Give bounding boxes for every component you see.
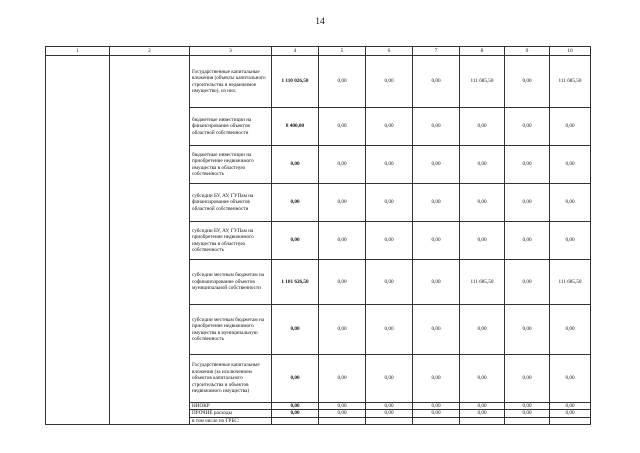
row-value <box>505 417 550 424</box>
row-value: 0,00 <box>505 260 550 305</box>
row-value <box>413 417 460 424</box>
row-value: 0,00 <box>505 56 550 108</box>
row-value: 0,00 <box>413 355 460 403</box>
row-value: 0,00 <box>319 355 366 403</box>
column-header: 10 <box>550 47 591 56</box>
row-total-value: 0,00 <box>272 305 319 355</box>
row-value <box>319 417 366 424</box>
row-value: 0,00 <box>319 260 366 305</box>
row-value: 0,00 <box>505 403 550 410</box>
row-value <box>460 417 505 424</box>
row-total-value: 0,00 <box>272 410 319 417</box>
column-header: 5 <box>319 47 366 56</box>
column-header: 9 <box>505 47 550 56</box>
row-value: 0,00 <box>319 222 366 260</box>
row-value: 0,00 <box>319 108 366 146</box>
row-value: 0,00 <box>413 146 460 184</box>
row-total-value: 8 400,00 <box>272 108 319 146</box>
page-number: 14 <box>315 17 325 27</box>
row-value: 0,00 <box>413 56 460 108</box>
row-value: 0,00 <box>366 146 413 184</box>
row-value: 0,00 <box>550 410 591 417</box>
row-value: 0,00 <box>413 305 460 355</box>
row-value: 111 685,50 <box>460 56 505 108</box>
row-value: 0,00 <box>366 410 413 417</box>
row-value <box>550 417 591 424</box>
row-value: 0,00 <box>505 184 550 222</box>
row-label: бюджетные инвестиции на финансирование объектов областной собственности <box>190 108 272 146</box>
row-value: 0,00 <box>460 184 505 222</box>
row-total-value: 1 110 026,50 <box>272 56 319 108</box>
column-header: 4 <box>272 47 319 56</box>
row-value: 0,00 <box>505 146 550 184</box>
column-1-cell <box>46 56 110 425</box>
row-value: 0,00 <box>413 222 460 260</box>
row-label: в том числе по ГРБС: <box>190 417 272 424</box>
column-number-row <box>46 47 591 56</box>
row-value: 0,00 <box>413 184 460 222</box>
row-value: 0,00 <box>319 305 366 355</box>
row-value: 0,00 <box>460 305 505 355</box>
row-label: ПРОЧИЕ расходы <box>190 410 272 417</box>
row-value: 0,00 <box>366 260 413 305</box>
row-value: 0,00 <box>460 146 505 184</box>
row-value: 0,00 <box>505 108 550 146</box>
row-value: 0,00 <box>460 222 505 260</box>
row-value: 0,00 <box>366 222 413 260</box>
row-value: 0,00 <box>460 355 505 403</box>
row-value: 0,00 <box>550 146 591 184</box>
row-label: Государственные капитальные вложения (объекты капитального строительства и недвижимое имущество), из них: <box>190 56 272 108</box>
row-value: 0,00 <box>505 222 550 260</box>
row-value <box>366 417 413 424</box>
row-value: 0,00 <box>413 108 460 146</box>
row-value: 0,00 <box>413 410 460 417</box>
column-header: 3 <box>190 47 272 56</box>
row-value: 0,00 <box>319 146 366 184</box>
row-label: НИОКР <box>190 403 272 410</box>
column-header: 2 <box>110 47 190 56</box>
row-total-value: 0,00 <box>272 184 319 222</box>
row-value: 0,00 <box>366 184 413 222</box>
row-value: 0,00 <box>460 410 505 417</box>
column-header: 6 <box>366 47 413 56</box>
table-row <box>46 56 591 108</box>
row-value: 111 685,50 <box>550 260 591 305</box>
row-label: субсидии БУ, АУ, ГУПам на финансирование объектов областной собственности <box>190 184 272 222</box>
row-value: 0,00 <box>505 305 550 355</box>
row-value: 0,00 <box>460 403 505 410</box>
row-value: 0,00 <box>413 403 460 410</box>
row-value: 0,00 <box>550 184 591 222</box>
row-label: субсидии местным бюджетам на софинансирование объектов муниципальной собственности <box>190 260 272 305</box>
row-value: 0,00 <box>366 403 413 410</box>
row-value: 0,00 <box>505 410 550 417</box>
row-total-value: 0,00 <box>272 222 319 260</box>
row-value: 0,00 <box>319 56 366 108</box>
row-value: 0,00 <box>366 355 413 403</box>
row-value: 0,00 <box>550 222 591 260</box>
row-value: 0,00 <box>319 403 366 410</box>
column-header: 7 <box>413 47 460 56</box>
row-total-value: 0,00 <box>272 355 319 403</box>
row-value: 0,00 <box>366 305 413 355</box>
row-label: субсидии БУ, АУ, ГУПам на приобретение недвижимого имущества в областную собственность <box>190 222 272 260</box>
column-header: 1 <box>46 47 110 56</box>
row-label: субсидии местным бюджетам на приобретение недвижимого имущества в муниципальную собственность <box>190 305 272 355</box>
row-value: 0,00 <box>550 403 591 410</box>
row-label: бюджетные инвестиции на приобретение недвижимого имущества в областную собственность <box>190 146 272 184</box>
row-value: 0,00 <box>413 260 460 305</box>
row-value: 0,00 <box>550 355 591 403</box>
row-value: 0,00 <box>366 56 413 108</box>
row-total-value <box>272 417 319 424</box>
budget-table <box>45 46 591 425</box>
row-value: 0,00 <box>460 108 505 146</box>
row-total-value: 0,00 <box>272 403 319 410</box>
row-total-value: 0,00 <box>272 146 319 184</box>
row-label: Государственные капитальные вложения (за исключением объектов капитального строительства и объектов недвижимого имущества) <box>190 355 272 403</box>
row-value: 0,00 <box>550 108 591 146</box>
row-value: 0,00 <box>366 108 413 146</box>
row-value: 0,00 <box>505 355 550 403</box>
row-value: 0,00 <box>319 184 366 222</box>
column-header: 8 <box>460 47 505 56</box>
row-value: 111 685,50 <box>550 56 591 108</box>
row-value: 0,00 <box>319 410 366 417</box>
row-total-value: 1 101 626,50 <box>272 260 319 305</box>
row-value: 111 685,50 <box>460 260 505 305</box>
row-value: 0,00 <box>550 305 591 355</box>
column-2-cell <box>110 56 190 425</box>
